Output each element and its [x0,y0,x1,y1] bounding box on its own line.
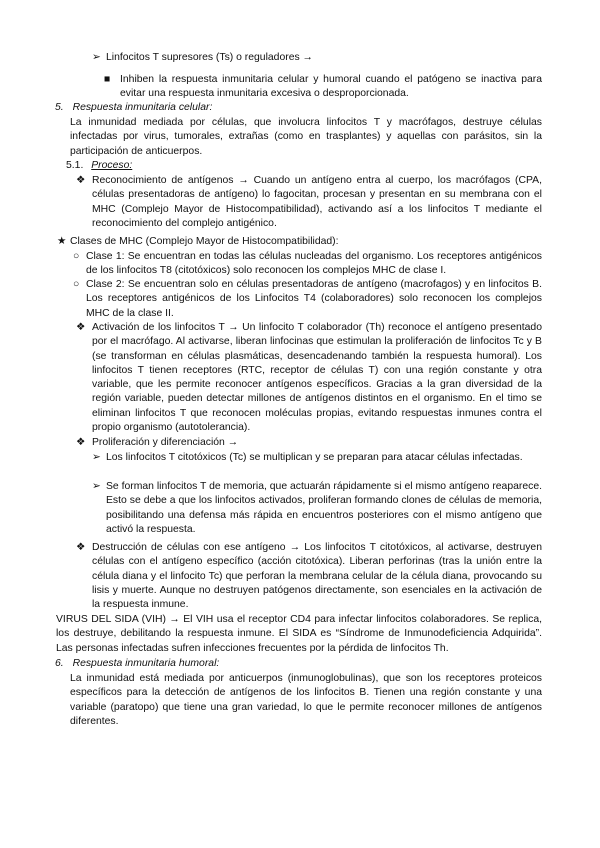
reconocimiento-text: Reconocimiento de antígenos → Cuando un antígeno entra al cuerpo, los macrófagos (CPA, células presentadoras de antígeno) lo fagocitan, procesan y presentan en su membrana con el MHC (Complejo Mayor de Histocompatibilidad), activando así a los linfocitos T mediante el reconocimiento del complejo antigénico. [92,175,542,229]
section-body: La inmunidad está mediada por anticuerpos (inmunoglobulinas), que son los receptores proteicos específicos para la detección de antígenos de los linfocitos B. Tienen una región constante y una variable (paratopo) que tiene una gran variedad, lo que le permite reconocer millones de antígenos diferentes. [70,673,542,727]
vih-paragraph: VIRUS DEL SIDA (VIH) → El VIH usa el receptor CD4 para infectar linfocitos colaboradores. Se replica, los destruye, debilitando la respuesta inmune. El SIDA es “Síndrome de Inmunodeficiencia Adquirida”. Las personas infectadas sufren infecciones frecuentes por la pérdida de linfocitos Th. [56,614,542,654]
arrow-bullet-icon: ➢ [92,452,101,463]
list-item [76,541,542,612]
list-item [76,436,542,450]
list-item [76,321,542,435]
list-item [70,278,542,321]
proliferacion-item-2-text: Se forman linfocitos T de memoria, que actuarán rápidamente si el mismo antígeno reaparece. Esto se debe a que los linfocitos activados, proliferan formando clones de células de memoria, posibilitando una defensa más rápida en encuentros posteriores con el mismo antígeno que activó la respuesta. [106,481,542,535]
section-number: 5. [55,102,64,113]
proliferacion-item-1-text: Los linfocitos T citotóxicos (Tc) se multiplican y se preparan para atacar células infectadas. [106,452,523,463]
section-heading [55,101,355,115]
list-item [92,51,542,65]
subsection-title: Proceso: [91,160,133,171]
section-body: La inmunidad mediada por células, que involucra linfocitos T y macrófagos, destruye células infectadas por virus, tumorales, extrañas (como en trasplantes) y aquellas con parásitos, sin la participación de anticuerpos. [70,117,542,157]
diamond-bullet-icon: ❖ [76,322,86,333]
list-item [76,174,542,231]
list-item [92,480,542,537]
circle-bullet-icon: ○ [73,251,80,262]
ts-detail-text: Inhiben la respuesta inmunitaria celular y humoral cuando el patógeno se inactiva para evitar una respuesta inmunitaria excesiva o desproporcionada. [120,74,542,100]
square-bullet-icon: ■ [104,74,111,85]
star-bullet-icon: ★ [57,236,67,247]
diamond-bullet-icon: ❖ [76,542,86,553]
section-title: Respuesta inmunitaria celular: [72,102,213,113]
circle-bullet-icon: ○ [73,279,80,290]
mhc-heading: Clases de MHC (Complejo Mayor de Histocompatibilidad): [70,236,339,247]
diamond-bullet-icon: ❖ [76,437,86,448]
mhc-class-2-text: Clase 2: Se encuentran solo en células presentadoras de antígeno (macrofagos) y en linfocitos B. Los receptores antigénicos de los Linfocitos T4 (colaboradores) solo reconocen los complejos MHC de la clase II. [86,279,542,319]
ts-item-text: Linfocitos T supresores (Ts) o reguladores → [106,52,313,63]
subsection-heading [66,159,266,173]
subsection-number: 5.1. [66,160,84,171]
destruccion-text: Destrucción de células con ese antígeno → Los linfocitos T citotóxicos, al activarse, destruyen células con el antígeno específico (acción citotóxica). Liberan perforinas (tras la unión entre la célula diana y el linfocito Tc) que perforan la membrana celular de la célula diana, provocando su lisis y muerte. Aunque no destruyen patógenos directamente, son esenciales en la activación de la respuesta inmune. [92,542,542,611]
section-title: Respuesta inmunitaria humoral: [72,658,220,669]
list-item [57,235,537,249]
arrow-bullet-icon: ➢ [92,52,101,63]
activacion-text: Activación de los linfocitos T → Un linfocito T colaborador (Th) reconoce el antígeno presentado por el macrófago. Al activarse, liberan linfocinas que estimulan la proliferación de linfocitos Tc y B (se transforman en células plasmáticas, desencadenando también la respuesta humoral). Los linfocitos T tienen receptores (RTC, receptor de células T) con una región constante y otra variable, que les permite reconocer antígenos específicos. Gracias a la gran diversidad de la región variable, pueden detectar millones de antígenos distintos en el organismo. En el timo se eliminan linfocitos T que reconocen moléculas propias, evitando respuestas inmunes contra el propio organismo (autotolerancia). [92,322,542,434]
diamond-bullet-icon: ❖ [76,175,86,186]
list-item [104,73,542,102]
mhc-class-1-text: Clase 1: Se encuentran en todas las células nucleadas del organismo. Los receptores antigénicos de los linfocitos T8 (citotóxicos) solo reconocen los complejos MHC de clase I. [86,251,542,277]
list-item [70,250,542,279]
section-heading [55,657,355,671]
arrow-bullet-icon: ➢ [92,481,101,492]
list-item [92,451,542,465]
proliferacion-text: Proliferación y diferenciación → [92,437,239,448]
section-number: 6. [55,658,64,669]
